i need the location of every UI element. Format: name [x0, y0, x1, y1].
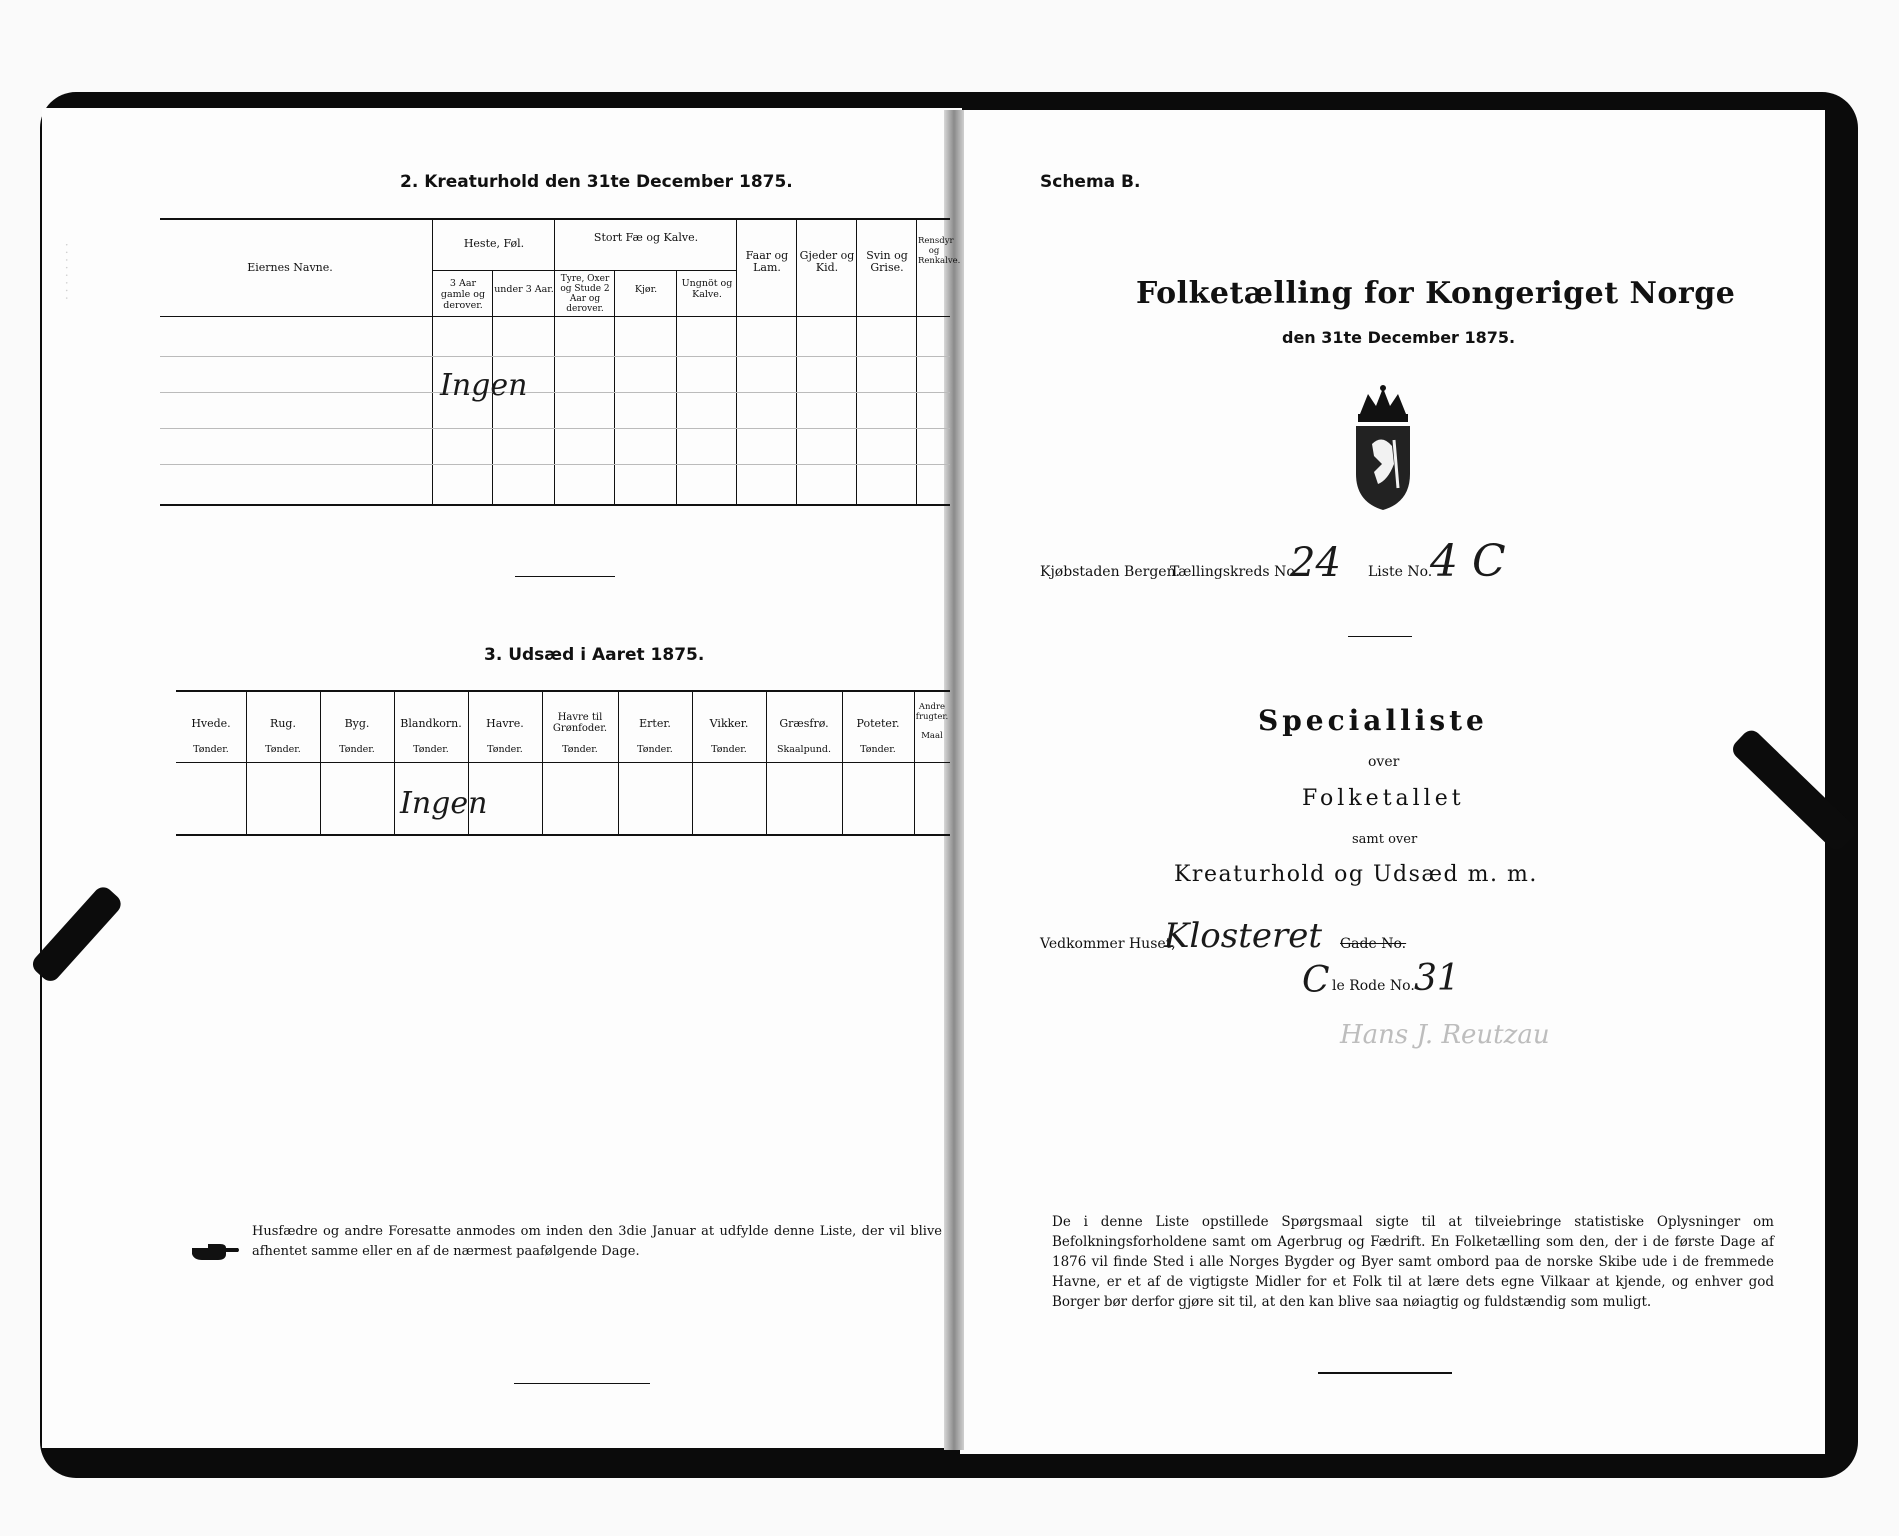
table2-bottom-rule: [160, 504, 950, 506]
col-havre-gronfoder-unit: Tønder.: [562, 744, 598, 755]
date-line: den 31te December 1875.: [1282, 328, 1516, 347]
col-heste-sub2: under 3 Aar.: [494, 284, 554, 295]
kreaturhold-label: Kreaturhold og Udsæd m. m.: [1174, 862, 1538, 887]
col-gjeder-header: Gjeder og Kid.: [799, 249, 855, 274]
table3-divider: [618, 690, 619, 834]
faint-signature: Hans J. Reutzau: [1340, 1020, 1550, 1050]
rode-value: 31: [1414, 958, 1460, 999]
col-rens-header: Rensdyr og Renkalve.: [918, 236, 961, 266]
col-heste-header: Heste, Føl.: [463, 237, 525, 250]
samt-over-label: samt over: [1352, 832, 1418, 847]
table3-bottom-rule: [176, 834, 950, 836]
section2-title: 2. Kreaturhold den 31te December 1875.: [400, 172, 793, 192]
col-byg-unit: Tønder.: [339, 744, 375, 755]
table2-divider-stort-a: [614, 270, 615, 504]
table2-group-rule: [432, 270, 736, 271]
col-graesfro-unit: Skaalpund.: [776, 744, 832, 755]
district-label: Tællingskreds No.: [1170, 564, 1299, 580]
over-label: over: [1368, 754, 1400, 770]
list-label: Liste No.: [1368, 564, 1433, 580]
col-vikker-unit: Tønder.: [711, 744, 747, 755]
col-heste-sub1: 3 Aar gamle og derover.: [440, 278, 486, 311]
table2-header-rule: [160, 316, 950, 317]
col-rug-unit: Tønder.: [265, 744, 301, 755]
district-value: 24: [1290, 540, 1341, 586]
col-graesfro: Græsfrø.: [779, 717, 829, 730]
col-andre-unit: Maal: [921, 731, 943, 741]
schema-label: Schema B.: [1040, 172, 1141, 192]
table2-divider-svin: [916, 218, 917, 504]
col-blandkorn-unit: Tønder.: [413, 744, 449, 755]
row-line: [160, 428, 950, 429]
col-faar-header: Faar og Lam.: [745, 249, 789, 274]
section2-handwritten-entry: Ingen: [440, 368, 528, 403]
house-value: Klosteret: [1164, 916, 1323, 956]
short-rule: [1348, 636, 1412, 637]
section3-title: 3. Udsæd i Aaret 1875.: [484, 645, 705, 665]
col-owner-header: Eiernes Navne.: [247, 261, 333, 274]
col-stort-sub1: Tyre, Oxer og Stude 2 Aar og derover.: [560, 274, 610, 314]
col-poteter: Poteter.: [856, 717, 900, 730]
table3-divider: [246, 690, 247, 834]
list-value: 4 C: [1430, 536, 1506, 587]
vedkommer-label: Vedkommer Huset,: [1040, 936, 1176, 952]
rode-label: le Rode No.: [1332, 978, 1415, 994]
col-stort-sub2: Kjør.: [634, 284, 658, 295]
table2-divider-faar: [796, 218, 797, 504]
table2-divider-stort-b: [676, 270, 677, 504]
col-stort-header: Stort Fæ og Kalve.: [593, 231, 699, 244]
table3-header-rule: [176, 762, 950, 763]
col-vikker: Vikker.: [709, 717, 749, 730]
gade-label: Gade No.: [1340, 936, 1407, 952]
notice-text: Husfædre og andre Foresatte anmodes om inden den 3die Januar at udfylde denne Liste, der vil blive afhentet samme eller en af de nærmest paafølgende Dage.: [252, 1224, 942, 1259]
col-rug: Rug.: [270, 717, 296, 730]
bleed-through-mark: · · · · · · · ·: [60, 242, 74, 300]
col-andre: Andre frugter.: [915, 702, 949, 722]
rode-prefix: C: [1302, 960, 1330, 1001]
left-footer-rule: [514, 1383, 650, 1384]
col-erter: Erter.: [639, 717, 671, 730]
section3-handwritten-entry: Ingen: [400, 786, 488, 821]
body-text: De i denne Liste opstillede Spørgsmaal sigte til at tilveiebringe statistiske Oplysninger om Befolkningsforholdene samt om Agerbrug og Fædrift. En Folketælling som den, der i de første Dage af 1876 vil finde Sted i alle Norges Bygder og Byer samt ombord paa de norske Skibe ude i de fremmede Havne, er et af de vigtigste Midler for et Folk til at lære dets egne Vilkaar at kjende, og enhver god Borger bør derfor gjøre sit til, at den kan blive saa nøiagtig og fuldstændig som muligt.: [1052, 1214, 1774, 1310]
col-hvede-unit: Tønder.: [193, 744, 229, 755]
table2-divider-heste: [554, 218, 555, 504]
col-hvede: Hvede.: [191, 717, 231, 730]
col-havre: Havre.: [486, 717, 524, 730]
col-blandkorn: Blandkorn.: [400, 717, 462, 730]
special-title: Specialliste: [1258, 704, 1488, 737]
col-byg: Byg.: [344, 717, 370, 730]
table3-top-rule: [176, 690, 950, 692]
row-line: [160, 464, 950, 465]
book-gutter: [944, 110, 964, 1450]
table2-divider-gjeder: [856, 218, 857, 504]
table3-divider: [842, 690, 843, 834]
right-footer-rule: [1318, 1372, 1452, 1374]
pointing-hand-icon: [190, 1240, 240, 1264]
main-title: Folketælling for Kongeriget Norge: [1136, 276, 1736, 311]
city-label: Kjøbstaden Bergen.: [1040, 564, 1181, 580]
coat-of-arms-icon: [1348, 384, 1418, 514]
table2-divider-stort: [736, 218, 737, 504]
separator-rule: [515, 576, 615, 577]
col-erter-unit: Tønder.: [637, 744, 673, 755]
row-line: [160, 356, 950, 357]
folketallet-label: Folketallet: [1302, 786, 1465, 811]
table3-divider: [766, 690, 767, 834]
table3-divider: [692, 690, 693, 834]
col-poteter-unit: Tønder.: [860, 744, 896, 755]
table2-divider-owner: [432, 218, 433, 504]
col-havre-unit: Tønder.: [487, 744, 523, 755]
row-line: [160, 392, 950, 393]
col-stort-sub3: Ungnöt og Kalve.: [681, 278, 733, 300]
col-havre-gronfoder: Havre til Grønfoder.: [552, 712, 608, 734]
table3-divider: [394, 690, 395, 834]
table3-divider: [320, 690, 321, 834]
table2-top-rule: [160, 218, 950, 220]
col-svin-header: Svin og Grise.: [866, 249, 908, 274]
